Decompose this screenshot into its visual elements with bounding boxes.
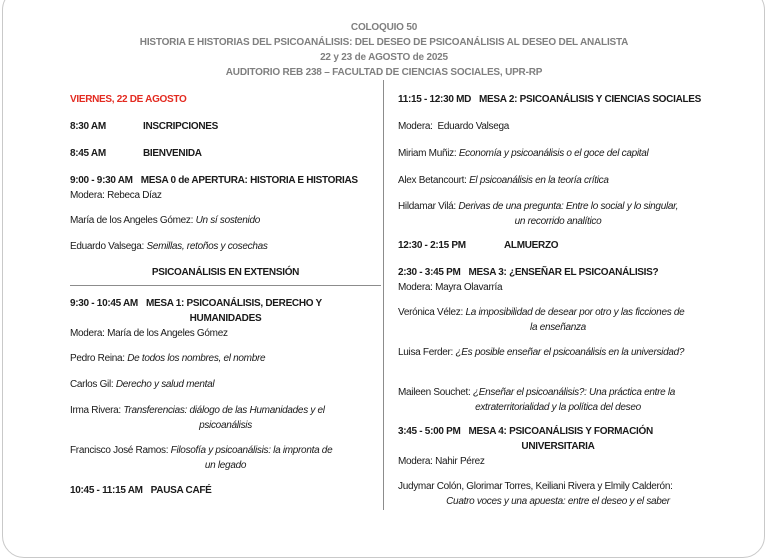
- time-label: 3:45 - 5:00 PM: [398, 426, 461, 437]
- talk-title-line1: Transferencias: diálogo de las Humanidades y el: [123, 405, 325, 416]
- moderator: Modera: María de los Angeles Gómez: [70, 328, 228, 339]
- mesa-title-line2: UNIVERSITARIA: [521, 441, 595, 452]
- talk-rivera: [70, 403, 381, 433]
- talk-velez: [398, 305, 718, 335]
- talk-title-line1: Filosofía y psicoanálisis: la impronta de: [170, 445, 333, 456]
- header-subtitle: HISTORIA E HISTORIAS DEL PSICOANÁLISIS: DEL DESEO DE PSICOANÁLISIS AL DESEO DEL ANALISTA: [139, 37, 629, 48]
- talk-title: ¿Es posible enseñar el psicoanálisis en la universidad?: [455, 347, 685, 358]
- column-divider: [383, 80, 384, 510]
- time-label: 11:15 - 12:30 MD: [398, 94, 472, 105]
- talk-title: Derecho y salud mental: [115, 379, 215, 390]
- talk-title-line2: extraterritorialidad y la política del deseo: [475, 402, 641, 413]
- talk-reina: [70, 351, 381, 366]
- event-title: ALMUERZO: [504, 240, 559, 251]
- talk-group: [398, 479, 718, 509]
- talk-title: Un sí sostenido: [195, 215, 260, 226]
- talk-title: Cuatro voces y una apuesta: entre el deseo y el saber: [446, 496, 670, 507]
- time-label: 2:30 - 3:45 PM: [398, 267, 461, 278]
- talk-speaker: Carlos Gil:: [70, 379, 116, 390]
- mesa1-heading: [70, 296, 381, 311]
- section-heading: PSICOANÁLISIS EN EXTENSIÓN: [70, 265, 381, 286]
- talk-speaker: Verónica Vélez:: [398, 307, 466, 318]
- talk-speaker: Hildamar Vilá:: [398, 201, 459, 212]
- talk-ferder: [398, 345, 718, 360]
- talk-speaker: Eduardo Valsega:: [70, 241, 147, 252]
- mesa4-block: [398, 424, 718, 469]
- schedule-row-inscripciones: [70, 119, 381, 134]
- talk-title: El psicoanálisis en la teoría crítica: [469, 175, 609, 186]
- mesa-title-line1: MESA 4: PSICOANÁLISIS Y FORMACIÓN: [468, 426, 653, 437]
- talk-speaker: Alex Betancourt:: [398, 175, 470, 186]
- talk-title-line2: un recorrido analítico: [514, 216, 602, 227]
- talk-gomez: [70, 213, 381, 228]
- moderator: Modera: Nahir Pérez: [398, 456, 485, 467]
- event-title: BIENVENIDA: [143, 148, 202, 159]
- mesa-title-line1: MESA 1: PSICOANÁLISIS, DERECHO Y: [145, 298, 322, 309]
- talk-title-line1: Derivas de una pregunta: Entre lo social y lo singular,: [458, 201, 679, 212]
- mesa0-block: [70, 173, 381, 203]
- mesa4-heading: [398, 424, 718, 439]
- schedule-row-almuerzo: [398, 238, 718, 253]
- schedule-row-pausa: [70, 483, 381, 498]
- talk-gil: [70, 377, 381, 392]
- talk-line1: [70, 403, 381, 418]
- time-label: 8:30 AM: [70, 121, 106, 132]
- day-heading: VIERNES, 22 DE AGOSTO: [70, 94, 187, 105]
- talk-souchet: [398, 385, 718, 415]
- mesa2-heading: [398, 92, 718, 107]
- talk-line1: [70, 443, 381, 458]
- moderator: Modera: Eduardo Valsega: [398, 121, 510, 132]
- mesa-title: MESA 2: PSICOANÁLISIS Y CIENCIAS SOCIALES: [479, 94, 702, 105]
- talk-title-line2: un legado: [204, 460, 247, 471]
- talk-line1: [398, 199, 718, 214]
- talk-speaker: Francisco José Ramos:: [70, 445, 171, 456]
- talk-line1: [398, 385, 718, 400]
- mesa0-heading: [70, 173, 381, 188]
- time-label: 12:30 - 2:15 PM: [398, 240, 466, 251]
- time-label: 8:45 AM: [70, 148, 106, 159]
- talk-ramos: [70, 443, 381, 473]
- talk-speaker: Pedro Reina:: [70, 353, 128, 364]
- talk-title: Semillas, retoños y cosechas: [146, 241, 268, 252]
- page-header: [0, 20, 768, 80]
- left-column: [70, 92, 381, 498]
- talk-speaker: Miriam Muñiz:: [398, 148, 459, 159]
- talk-title-line1: La imposibilidad de desear por otro y las ficciones de: [465, 307, 685, 318]
- talk-valsega: [70, 239, 381, 254]
- talk-speaker: Maileen Souchet:: [398, 387, 473, 398]
- header-dates: 22 y 23 de AGOSTO de 2025: [320, 52, 448, 63]
- talk-title-line1: ¿Enseñar el psicoanálisis?: Una práctica entre la: [472, 387, 676, 398]
- moderator: Modera: Mayra Olavarría: [398, 282, 503, 293]
- talk-speakers: Judymar Colón, Glorimar Torres, Keiliani Rivera y Elmily Calderón:: [398, 481, 673, 492]
- talk-betancourt: [398, 173, 718, 188]
- talk-vila: [398, 199, 718, 229]
- event-title: INSCRIPCIONES: [143, 121, 219, 132]
- talk-title-line2: la enseñanza: [530, 322, 586, 333]
- talk-title-line2: psicoanálisis: [199, 420, 252, 431]
- time-label: 9:00 - 9:30 AM: [70, 175, 133, 186]
- mesa-title-line2: HUMANIDADES: [189, 313, 262, 324]
- event-title: PAUSA CAFÉ: [150, 485, 212, 496]
- mesa3-block: [398, 265, 718, 295]
- schedule-row-bienvenida: [70, 146, 381, 161]
- moderator: Modera: Rebeca Díaz: [70, 190, 162, 201]
- time-label: 9:30 - 10:45 AM: [70, 298, 138, 309]
- mesa-title: MESA 0 de APERTURA: HISTORIA E HISTORIAS: [140, 175, 358, 186]
- mesa-title: MESA 3: ¿ENSEÑAR EL PSICOANÁLISIS?: [468, 267, 659, 278]
- header-venue: AUDITORIO REB 238 – FACULTAD DE CIENCIAS SOCIALES, UPR-RP: [225, 67, 543, 78]
- talk-title: Economía y psicoanálisis o el goce del capital: [458, 148, 649, 159]
- mesa3-heading: [398, 265, 718, 280]
- talk-line1: [398, 305, 718, 320]
- talk-speaker: María de los Angeles Gómez:: [70, 215, 196, 226]
- time-label: 10:45 - 11:15 AM: [70, 485, 143, 496]
- talk-speaker: Irma Rivera:: [70, 405, 124, 416]
- talk-title: De todos los nombres, el nombre: [127, 353, 266, 364]
- talk-muniz: [398, 146, 718, 161]
- right-column: [398, 92, 718, 509]
- mesa1-block: [70, 296, 381, 341]
- header-title: COLOQUIO 50: [350, 22, 418, 33]
- talk-speaker: Luisa Ferder:: [398, 347, 456, 358]
